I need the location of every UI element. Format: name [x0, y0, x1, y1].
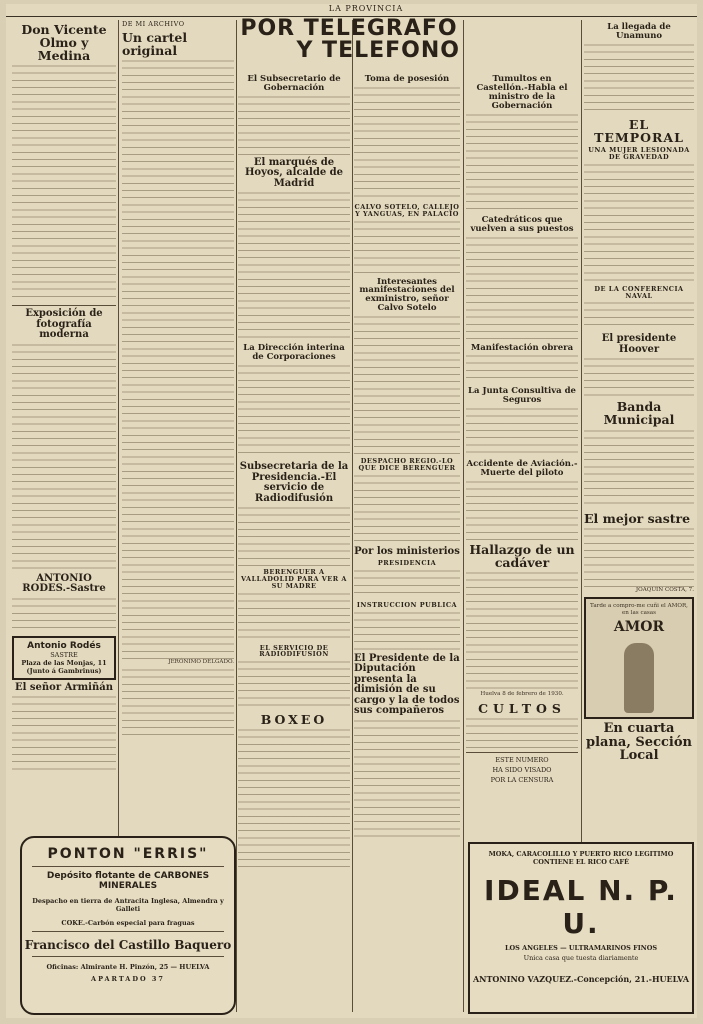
coffee-ad-line: MOKA, CARACOLILLO Y PUERTO RICO LEGITIMO — [488, 850, 674, 858]
article-text — [238, 592, 350, 642]
ad-address: Plaza de las Monjas, 11 (Junto á Gambrinus) — [21, 658, 107, 675]
article-text — [122, 59, 234, 659]
article-text — [12, 343, 116, 571]
article-heading: Subsecretaria de la Presidencia.-El servicio de Radiodifusión — [239, 461, 349, 504]
article-heading: Interesantes manifestaciones del exministro, señor Calvo Sotelo — [359, 276, 455, 314]
article-heading: La Dirección interina de Corporaciones — [243, 343, 345, 363]
article-heading: La Junta Consultiva de Seguros — [468, 386, 576, 406]
signature: JERÓNIMO DELGADO. — [168, 659, 234, 666]
censor-note: ESTE NUMERO — [495, 755, 549, 764]
subheading: UNA MUJER LESIONADA DE GRAVEDAD — [588, 146, 690, 161]
article-text — [12, 597, 116, 633]
article-text — [12, 64, 116, 302]
coal-ad-line: Despacho en tierra de Antracita Inglesa, Almendra y Galleti — [32, 897, 224, 913]
article-text — [12, 695, 116, 775]
article-text — [238, 728, 350, 868]
article-heading: Exposición de fotografía moderna — [25, 308, 103, 341]
article-heading: La llegada de Unamuno — [607, 22, 671, 41]
article-heading: EL TEMPORAL — [594, 116, 684, 145]
article-heading: Catedráticos que vuelven a sus puestos — [470, 214, 574, 234]
article-heading: Toma de posesión — [364, 74, 450, 84]
article-text — [584, 429, 694, 509]
amor-ad — [584, 597, 694, 719]
article-heading: Banda Municipal — [603, 399, 675, 428]
amor-ad-text: Tarde a compro-me cuñi el AMOR, en las casas — [590, 602, 688, 617]
column-4 — [354, 72, 460, 1012]
article-text — [466, 717, 578, 749]
coffee-ad-brand: IDEAL N. P. U. — [484, 874, 678, 940]
subheading: CALVO SOTELO, CALLEJO Y YANGUAS, EN PALACIO — [354, 202, 460, 218]
article-text — [466, 236, 578, 341]
article-text — [584, 43, 694, 115]
article-heading: ANTONIO RODES.-Sastre — [22, 572, 106, 595]
ad-trade: SASTRE — [50, 650, 78, 659]
article-heading: El Subsecretario de Gobernación — [247, 74, 341, 93]
headline-line-1: POR TELEGRAFO — [240, 16, 458, 41]
article-text — [584, 527, 694, 587]
article-heading: Accidente de Aviación.-Muerte del piloto — [466, 459, 578, 479]
coal-ad-owner: Francisco del Castillo Baquero — [24, 938, 232, 952]
coffee-ad-line: CONTIENE EL RICO CAFÉ — [533, 858, 629, 866]
subheading: DESPACHO REGIO.-LO QUE DICE BERENGUER — [358, 457, 456, 473]
article-text — [238, 95, 350, 155]
coal-ad-line: COKE.-Carbón especial para fraguas — [61, 919, 195, 927]
newspaper-page — [6, 4, 697, 1018]
article-text — [466, 113, 578, 213]
censor-note: POR LA CENSURA — [490, 775, 554, 784]
article-text — [354, 220, 460, 275]
coal-ad-line: Depósito flotante de CARBONES MINERALES — [46, 871, 210, 891]
ad-name: Antonio Rodés — [27, 640, 101, 651]
article-heading: El señor Armiñán — [14, 681, 113, 693]
article-heading: Tumultos en Castellón.-Habla el ministro de la Gobernación — [476, 74, 568, 111]
censor-note: HA SIDO VISADO — [492, 765, 552, 774]
column-rule — [236, 20, 237, 1012]
article-heading: CULTOS — [478, 700, 566, 716]
coal-ad-address: Oficinas: Almirante H. Pinzón, 25 — HUELVA — [46, 963, 210, 971]
subheading: BERENGUER A VALLADOLID PARA VER A SU MADRE — [241, 568, 347, 590]
article-text — [466, 407, 578, 457]
article-text — [584, 301, 694, 331]
article-heading: El marqués de Hoyos, alcalde de Madrid — [244, 156, 344, 189]
coal-ad — [20, 836, 236, 1015]
amor-ad-title: AMOR — [613, 619, 665, 636]
masthead: LA PROVINCIA — [328, 4, 404, 13]
article-text — [354, 474, 460, 544]
article-heading: El mejor sastre — [584, 510, 691, 526]
article-text — [354, 569, 460, 599]
article-text — [122, 668, 234, 736]
subheading: DE LA CONFERENCIA NAVAL — [594, 284, 684, 300]
coffee-ad-line: LOS ANGELES — ULTRAMARINOS FINOS — [504, 944, 658, 952]
article-heading: El Presidente de la Diputación presenta la dimisión de su cargo y la de todos sus compañeros — [354, 652, 460, 717]
article-heading: En cuarta plana, Sección Local — [586, 720, 692, 764]
coffee-ad — [468, 842, 694, 1014]
woman-figure-icon — [624, 643, 654, 713]
article-heading: Un cartel original — [122, 30, 188, 59]
article-text — [238, 660, 350, 710]
coffee-ad-line: Unica casa que tuesta diariamente — [523, 954, 639, 962]
section-kicker: DE MI ARCHIVO — [122, 20, 185, 28]
article-text — [584, 357, 694, 397]
article-heading: Don Vicente Olmo y Medina — [21, 22, 107, 64]
dateline: Huelva 8 de febrero de 1930. — [480, 691, 564, 698]
subheading: PRESIDENCIA — [377, 559, 437, 568]
article-text — [354, 611, 460, 651]
coffee-ad-owner: ANTONINO VAZQUEZ.-Concepción, 21.-HUELVA — [472, 974, 690, 984]
column-rule — [463, 20, 464, 1012]
article-text — [238, 191, 350, 341]
tailor-ad — [12, 636, 116, 680]
article-heading: El presidente Hoover — [601, 333, 677, 355]
subheading: INSTRUCCION PUBLICA — [356, 601, 458, 610]
headline-line-2: Y TELEFONO — [296, 38, 460, 63]
article-text — [354, 315, 460, 455]
article-heading: Hallazgo de un cadáver — [469, 542, 575, 571]
article-heading: Manifestación obrera — [470, 342, 574, 353]
article-text — [466, 354, 578, 384]
article-text — [466, 480, 578, 540]
subheading: EL SERVICIO DE RADIODIFUSION — [259, 643, 329, 659]
coal-ad-box: APARTADO 37 — [91, 975, 165, 983]
coal-ad-title: PONTON "ERRIS" — [47, 846, 209, 862]
article-heading: Por los ministerios — [354, 545, 460, 557]
column-rule — [352, 20, 353, 1012]
article-text — [238, 506, 350, 566]
article-text — [354, 86, 460, 201]
article-text — [354, 719, 460, 839]
article-heading: BOXEO — [260, 712, 328, 728]
signature: JOAQUIN COSTA, 7. — [635, 586, 694, 593]
main-headline — [238, 18, 460, 62]
column-3 — [238, 72, 350, 1012]
article-text — [466, 571, 578, 691]
article-text — [238, 364, 350, 459]
article-text — [584, 163, 694, 283]
